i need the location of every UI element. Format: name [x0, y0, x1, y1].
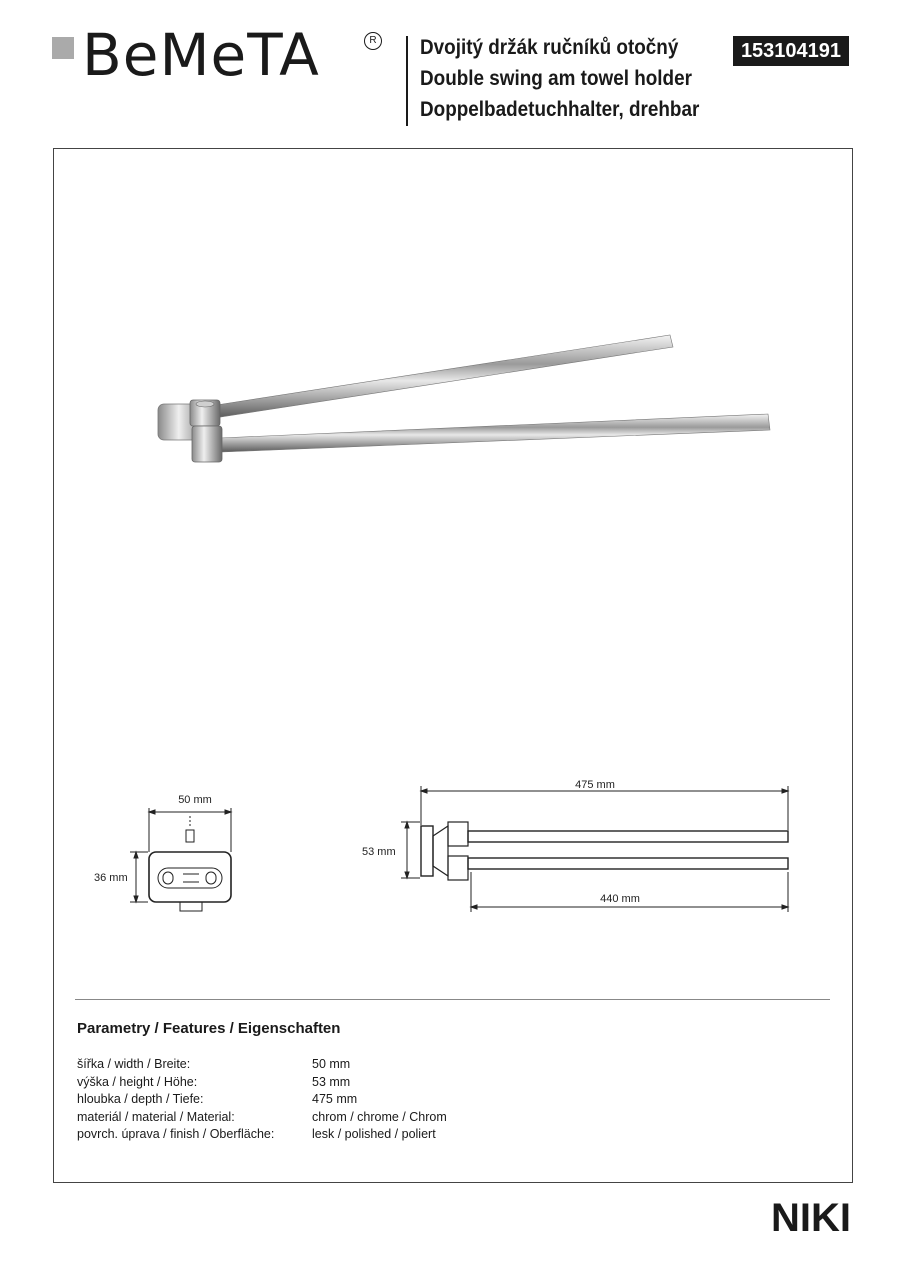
dim-front-height: 36 mm	[94, 872, 128, 884]
feature-value: lesk / polished / poliert	[312, 1127, 436, 1141]
dim-front-width: 50 mm	[178, 794, 212, 806]
feature-label: výška / height / Höhe:	[77, 1074, 198, 1089]
feature-value: chrom / chrome / Chrom	[312, 1109, 447, 1124]
title-de: Doppelbadetuchhalter, drehbar	[420, 98, 700, 121]
registered-mark: R	[364, 32, 382, 50]
side-view-drawing	[401, 786, 788, 912]
front-view-drawing	[130, 808, 231, 911]
feature-value: 475 mm	[312, 1092, 358, 1106]
dim-bar-length: 440 mm	[600, 893, 640, 905]
product-code: 153104191	[733, 36, 849, 66]
dim-side-height: 53 mm	[362, 846, 396, 858]
feature-label: materiál / material / Material:	[77, 1109, 235, 1124]
series-name: NIKI	[771, 1196, 851, 1240]
feature-label: šířka / width / Breite:	[77, 1057, 191, 1071]
title-en: Double swing am towel holder	[420, 67, 692, 90]
feature-label: hloubka / depth / Tiefe:	[77, 1092, 204, 1106]
feature-value: 53 mm	[312, 1074, 351, 1089]
feature-value: 50 mm	[312, 1057, 351, 1071]
features-title: Parametry / Features / Eigenschaften	[77, 1020, 341, 1037]
section-divider	[75, 999, 830, 1000]
title-cz: Dvojitý držák ručníků otočný	[420, 36, 679, 59]
brand-name: BeMeTA	[82, 21, 320, 89]
dim-side-depth: 475 mm	[575, 779, 615, 791]
feature-label: povrch. úprava / finish / Oberfläche:	[77, 1127, 275, 1141]
